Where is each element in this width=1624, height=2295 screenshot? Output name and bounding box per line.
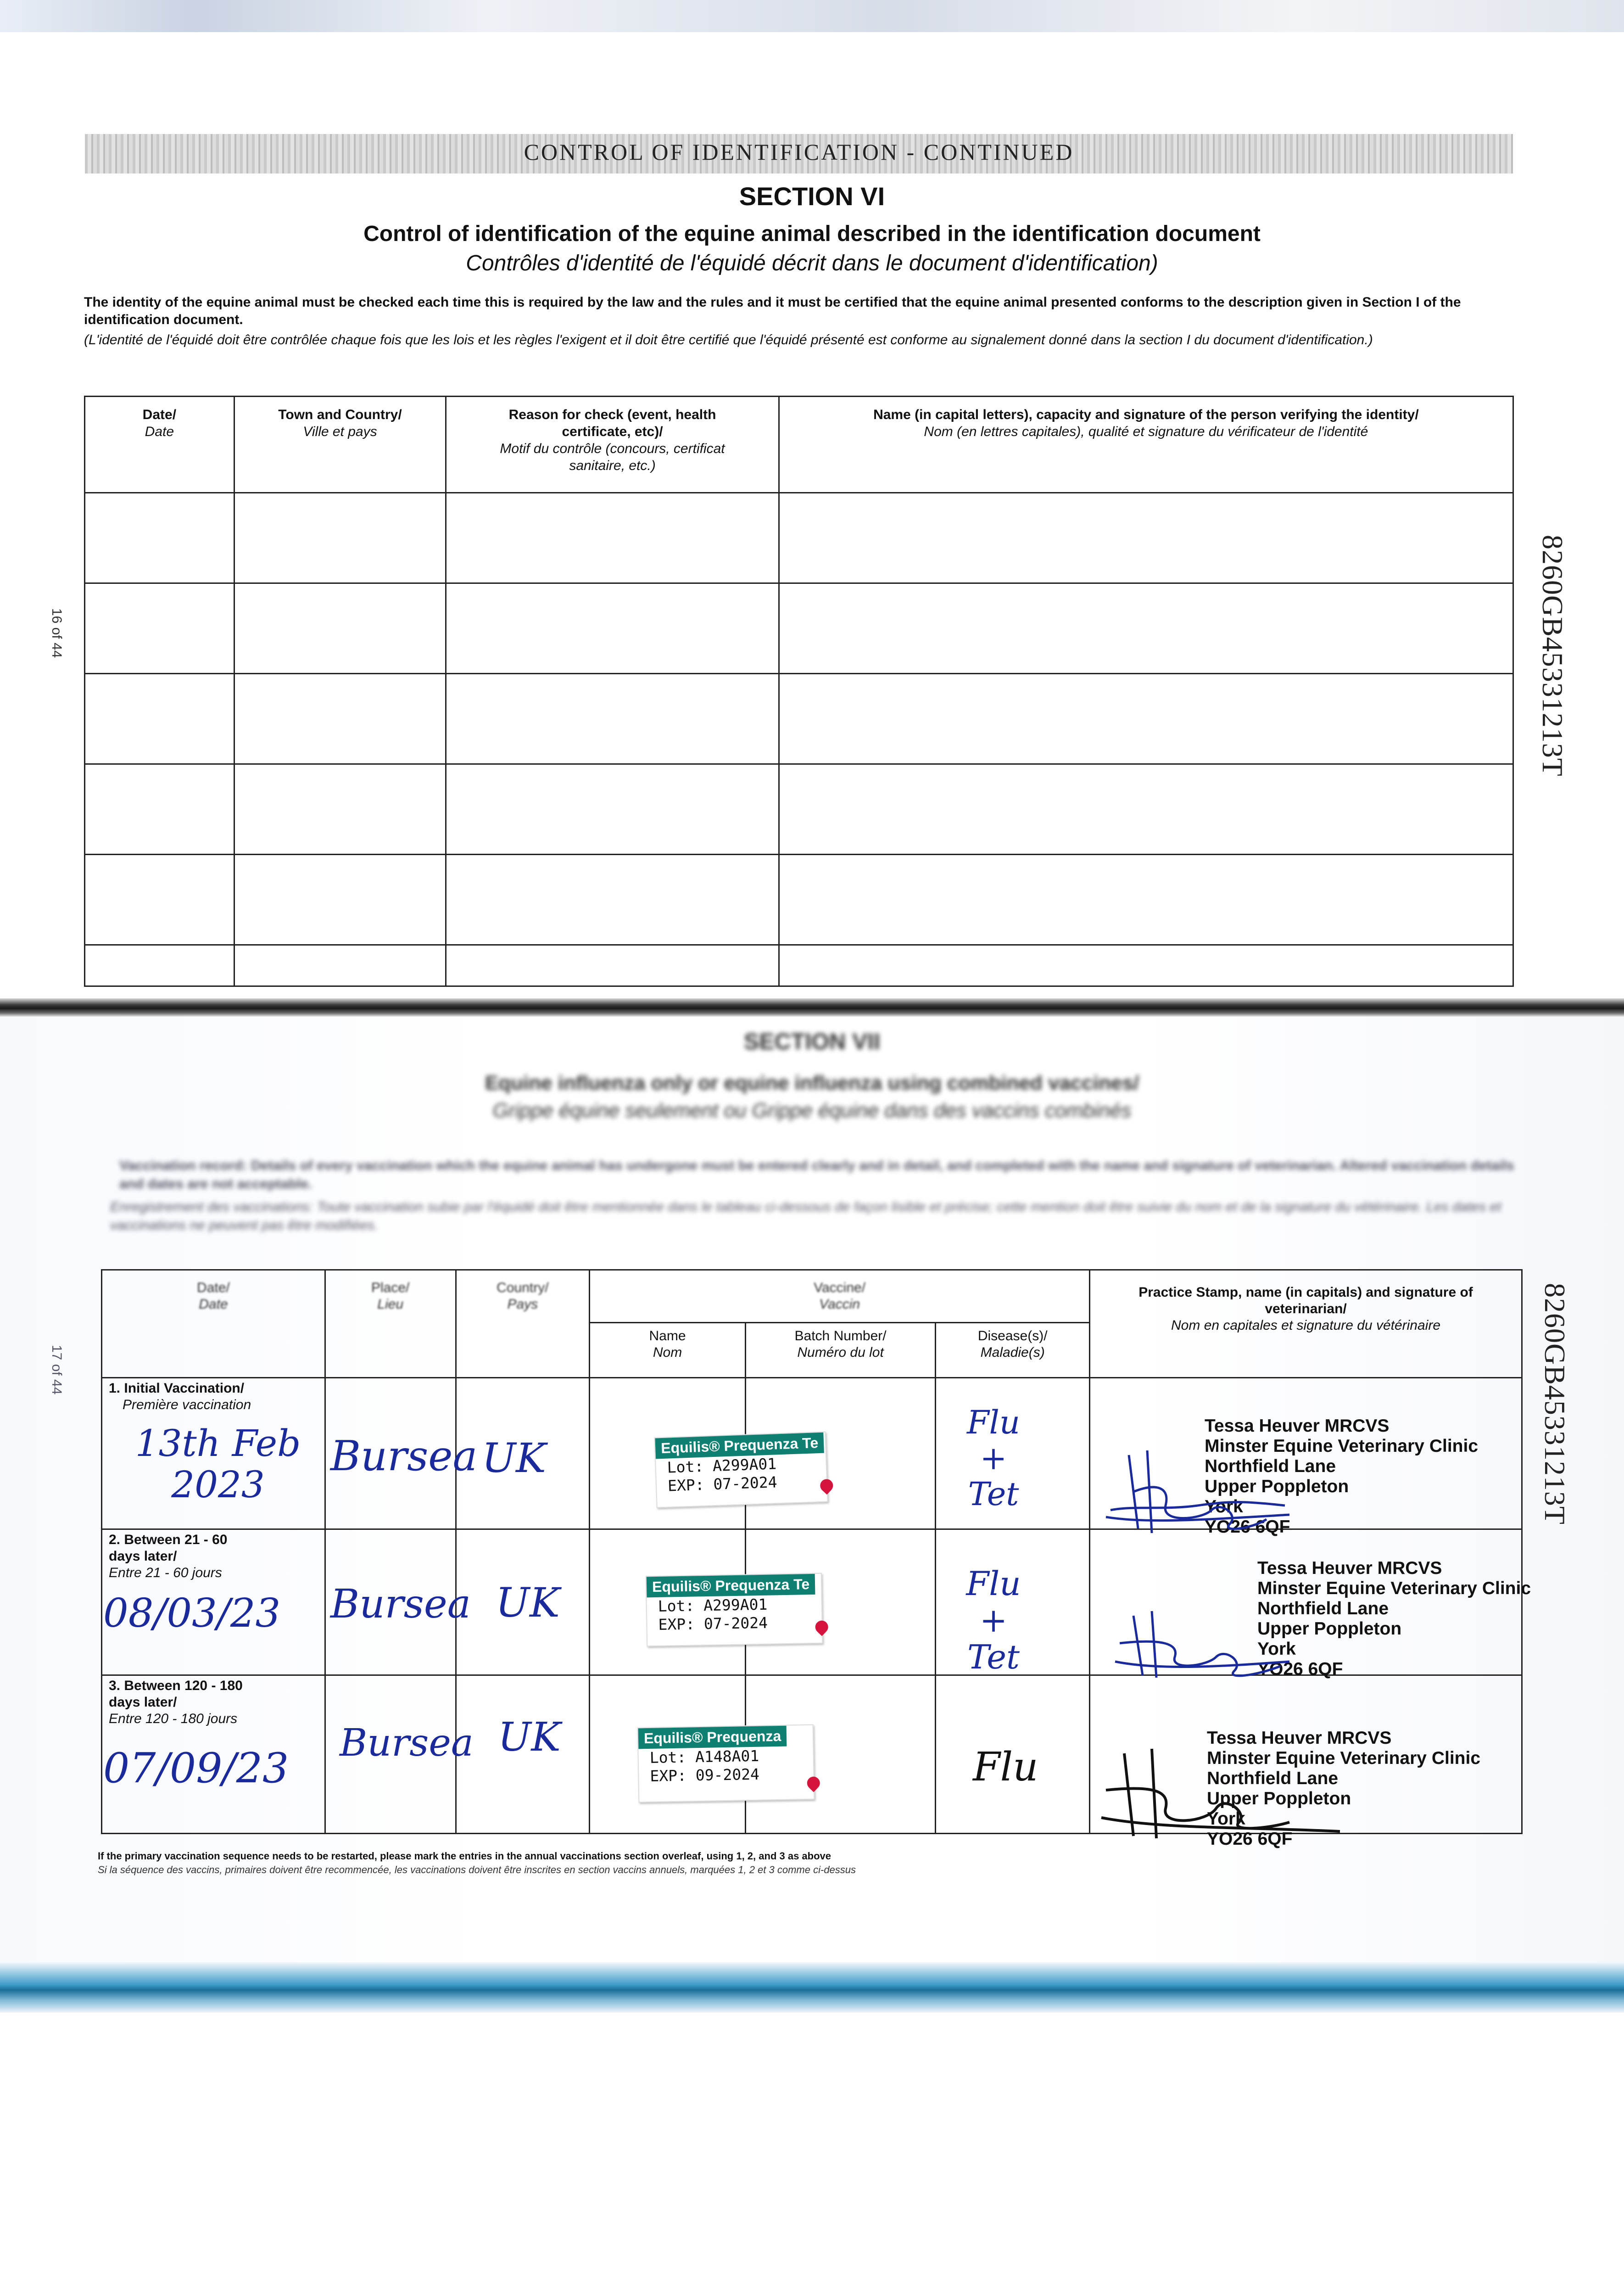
row1-label-en: 1. Initial Vaccination/ bbox=[109, 1381, 245, 1396]
row3-vaccine-name: Equilis® Prequenza bbox=[638, 1726, 787, 1749]
passport-number-upper: 8260GB45331213T bbox=[1536, 535, 1569, 777]
stamp-line: Minster Equine Veterinary Clinic bbox=[1205, 1436, 1479, 1456]
row2-vaccine-sticker bbox=[646, 1573, 823, 1647]
stamp-line: Tessa Heuver MRCVS bbox=[1207, 1728, 1392, 1748]
row1-lot-label: Lot: bbox=[667, 1457, 704, 1477]
hdr-name-en: Name bbox=[649, 1328, 686, 1343]
stamp-line: YO26 6QF bbox=[1257, 1659, 1343, 1679]
section-vii-subtitle-en: Equine influenza only or equine influenza using combined vaccines/ bbox=[485, 1072, 1139, 1094]
page-number-16: 16 of 44 bbox=[49, 608, 64, 658]
table-row bbox=[85, 674, 1513, 764]
stamp-line: Minster Equine Veterinary Clinic bbox=[1257, 1579, 1531, 1598]
row2-place: Bursea bbox=[330, 1581, 471, 1627]
row3-label-fr: Entre 120 - 180 jours bbox=[109, 1711, 238, 1726]
hdr-vaccine-fr: Vaccin bbox=[819, 1297, 860, 1312]
hdr-country-fr: Pays bbox=[507, 1297, 538, 1312]
stamp-line: Upper Poppleton bbox=[1207, 1789, 1351, 1808]
row2-date: 08/03/23 bbox=[103, 1590, 281, 1636]
stamp-line: Tessa Heuver MRCVS bbox=[1257, 1558, 1442, 1578]
identity-check-table bbox=[84, 396, 1514, 987]
row3-label-en: 3. Between 120 - 180 days later/ bbox=[109, 1678, 243, 1710]
row1-label-fr: Première vaccination bbox=[123, 1397, 251, 1412]
row3-vaccine-sticker bbox=[637, 1724, 815, 1803]
section-vii-title: SECTION VII bbox=[743, 1029, 881, 1054]
section-banner bbox=[85, 134, 1513, 174]
row2-expiry: 07-2024 bbox=[703, 1613, 768, 1633]
row2-disease: Flu + Tet bbox=[966, 1564, 1021, 1676]
col-town-en: Town and Country/ bbox=[278, 407, 402, 422]
section-vii-intro-en: Vaccination record: Details of every vaccination which the equine animal has undergone must be entered clearly and in detail, and completed with the name and signature of veterinarian. Altered vaccination details and dates are not acceptable. bbox=[119, 1158, 1514, 1192]
row1-country: UK bbox=[482, 1434, 546, 1482]
footnote-fr: Si la séquence des vaccins, primaires doivent être recommencée, les vaccinations doivent être inscrites en section vaccins annuels, marquées 1, 2 et 3 comme ci-dessus bbox=[98, 1864, 856, 1875]
hdr-place-fr: Lieu bbox=[377, 1297, 404, 1312]
table-row bbox=[85, 583, 1513, 674]
col-town-fr: Ville et pays bbox=[303, 424, 377, 439]
col-reason-en: Reason for check (event, health certificate, etc)/ bbox=[508, 407, 716, 439]
col-name-fr: Nom (en lettres capitales), qualité et signature du vérificateur de l'identité bbox=[924, 424, 1368, 439]
page-fold-shadow bbox=[0, 998, 1624, 1017]
row1-expiry: 07-2024 bbox=[713, 1473, 778, 1494]
row1-batch-number: A299A01 bbox=[712, 1455, 777, 1475]
section-vi-intro-fr: (L'identité de l'équidé doit être contrôlée chaque fois que les lois et les règles l'exigent et il doit être certifié que l'équidé présenté est conforme au signalement donné dans la section I du document d'identification.) bbox=[84, 332, 1373, 347]
passport-number-lower: 8260GB45331213T bbox=[1539, 1283, 1571, 1525]
hdr-batch-fr: Numéro du lot bbox=[797, 1345, 884, 1360]
stamp-line: Northfield Lane bbox=[1205, 1456, 1336, 1476]
banner-text: CONTROL OF IDENTIFICATION - CONTINUED bbox=[524, 139, 1074, 165]
section-vii-subtitle-fr: Grippe équine seulement ou Grippe équine dans des vaccins combinés bbox=[492, 1099, 1132, 1122]
hdr-practice-fr: Nom en capitales et signature du vétérinaire bbox=[1171, 1318, 1441, 1333]
section-vi-subtitle-en: Control of identification of the equine animal described in the identification document bbox=[363, 222, 1261, 246]
row1-date: 13th Feb 2023 bbox=[135, 1422, 301, 1506]
hdr-disease-en: Disease(s)/ bbox=[977, 1328, 1048, 1343]
stamp-line: York bbox=[1205, 1497, 1243, 1517]
hdr-practice-en: Practice Stamp, name (in capitals) and signature of veterinarian/ bbox=[1138, 1285, 1473, 1316]
row2-signature bbox=[1106, 1597, 1299, 1689]
row3-lot-label: Lot: bbox=[649, 1748, 686, 1767]
row3-expiry: 09-2024 bbox=[695, 1765, 760, 1785]
stamp-line: Northfield Lane bbox=[1207, 1769, 1339, 1788]
row1-disease: Flu + Tet bbox=[966, 1404, 1021, 1513]
row3-date: 07/09/23 bbox=[103, 1744, 289, 1792]
scan-bottom-band bbox=[0, 1962, 1624, 2013]
hdr-disease-fr: Maladie(s) bbox=[980, 1345, 1045, 1360]
stamp-line: YO26 6QF bbox=[1207, 1829, 1293, 1849]
row2-exp-label: EXP: bbox=[658, 1615, 695, 1634]
row2-label-en: 2. Between 21 - 60 days later/ bbox=[109, 1532, 228, 1564]
row1-exp-label: EXP: bbox=[667, 1475, 705, 1495]
table-row bbox=[85, 493, 1513, 583]
stamp-line: York bbox=[1257, 1639, 1296, 1659]
page-number-17: 17 of 44 bbox=[49, 1345, 64, 1395]
table-row bbox=[85, 945, 1513, 986]
hdr-name-fr: Nom bbox=[653, 1345, 682, 1360]
row1-vaccine-name: Equilis® Prequenza Te bbox=[655, 1433, 824, 1459]
hdr-date-en: Date/ bbox=[197, 1280, 230, 1295]
stamp-line: Northfield Lane bbox=[1257, 1599, 1389, 1618]
hdr-vaccine-en: Vaccine/ bbox=[814, 1280, 866, 1295]
row2-label-fr: Entre 21 - 60 jours bbox=[109, 1565, 222, 1580]
col-reason-fr: Motif du contrôle (concours, certificat sanitaire, etc.) bbox=[500, 441, 725, 473]
row3-place: Bursea bbox=[340, 1721, 474, 1765]
section-vi-subtitle-fr: Contrôles d'identité de l'équidé décrit dans le document d'identification) bbox=[466, 251, 1158, 275]
row2-country: UK bbox=[496, 1579, 560, 1626]
section-vi-title: SECTION VI bbox=[739, 182, 885, 211]
table-row bbox=[85, 855, 1513, 945]
stamp-line: YO26 6QF bbox=[1205, 1517, 1290, 1537]
col-date-en: Date/ bbox=[142, 407, 177, 422]
hdr-place-en: Place/ bbox=[371, 1280, 410, 1295]
col-name-en: Name (in capital letters), capacity and signature of the person verifying the identity/ bbox=[873, 407, 1419, 422]
table-row bbox=[85, 764, 1513, 855]
row1-place: Bursea bbox=[330, 1432, 478, 1480]
hdr-batch-en: Batch Number/ bbox=[794, 1328, 887, 1343]
row2-batch-number: A299A01 bbox=[703, 1595, 768, 1615]
stamp-line: Minster Equine Veterinary Clinic bbox=[1207, 1748, 1481, 1768]
row3-signature bbox=[1092, 1740, 1349, 1850]
row1-vaccine-sticker bbox=[654, 1432, 828, 1508]
stamp-line: Upper Poppleton bbox=[1205, 1477, 1349, 1496]
section-vii-intro-fr: Enregistrement des vaccinations: Toute vaccination subie par l'équidé doit être mentionnée dans le tableau ci-dessous de façon lisible et précise; cette mention doit être suivie du nom et de la signature du vétérinaire. Les dates et vaccinations ne peuvent pas être modifiées. bbox=[110, 1199, 1501, 1233]
row3-disease: Flu bbox=[973, 1744, 1038, 1790]
section-vi-intro-en: The identity of the equine animal must be checked each time this is required by the law and the rules and it must be certified that the equine animal presented conforms to the description given in Section I of the identification document. bbox=[84, 295, 1461, 327]
stamp-line: York bbox=[1207, 1809, 1245, 1829]
row1-signature bbox=[1092, 1437, 1322, 1542]
identity-check-header-row bbox=[85, 397, 1513, 493]
scan-top-band bbox=[0, 0, 1624, 32]
hdr-country-en: Country/ bbox=[497, 1280, 549, 1295]
vaccination-header-row bbox=[102, 1270, 1522, 1323]
stamp-line: Tessa Heuver MRCVS bbox=[1205, 1416, 1390, 1436]
row3-exp-label: EXP: bbox=[650, 1766, 687, 1785]
row3-batch-number: A148A01 bbox=[695, 1746, 759, 1766]
row3-country: UK bbox=[498, 1714, 561, 1760]
hdr-date-fr: Date bbox=[199, 1297, 228, 1312]
row2-vaccine-name: Equilis® Prequenza Te bbox=[647, 1574, 815, 1597]
row2-lot-label: Lot: bbox=[658, 1596, 695, 1615]
col-date-fr: Date bbox=[145, 424, 174, 439]
stamp-line: Upper Poppleton bbox=[1257, 1619, 1402, 1639]
footnote-en: If the primary vaccination sequence needs to be restarted, please mark the entries in the annual vaccinations section overleaf, using 1, 2, and 3 as above bbox=[98, 1850, 832, 1862]
